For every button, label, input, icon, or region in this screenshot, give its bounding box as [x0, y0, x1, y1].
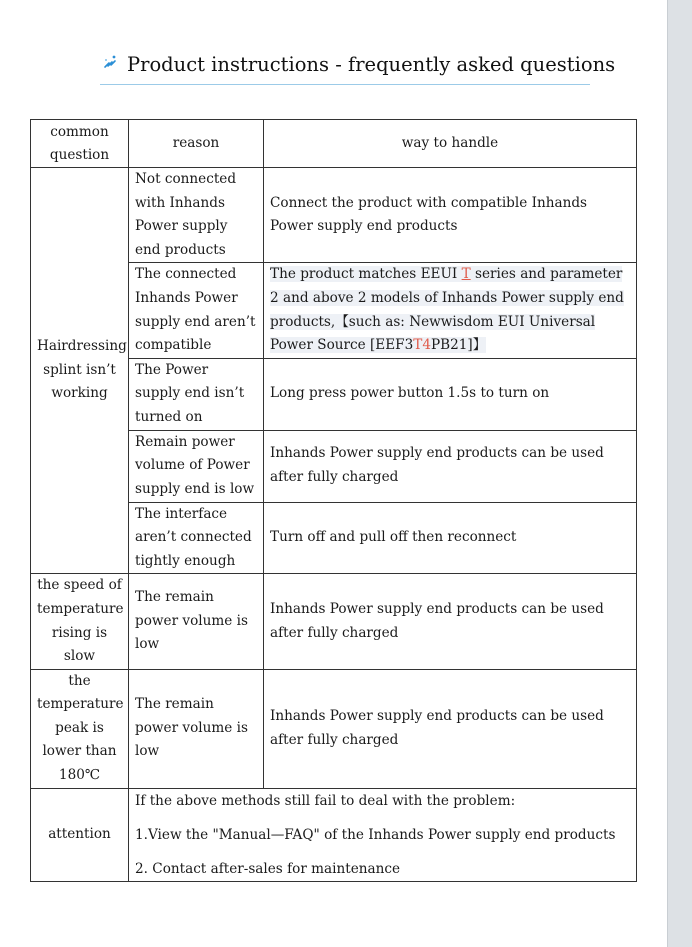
question-cell: the temperature peak is lower than 180℃: [31, 669, 129, 788]
attention-row: [31, 788, 637, 881]
handle-cell: [264, 263, 637, 358]
reason-cell: Not connected with Inhands Power supply end products: [129, 168, 264, 263]
reason-cell: The connected Inhands Power supply end aren’t compatible: [129, 263, 264, 358]
attention-line-3: 2. Contact after-sales for maintenance: [135, 860, 401, 877]
faq-table: [30, 119, 637, 882]
scrollbar-track[interactable]: [667, 0, 692, 947]
attention-cell: [129, 788, 637, 881]
highlight-text: T4: [413, 337, 431, 354]
reason-cell: The remain power volume is low: [129, 574, 264, 669]
handle-cell: Connect the product with compatible Inhands Power supply end products: [264, 168, 637, 263]
attention-line-2: 1.View the "Manual—FAQ" of the Inhands Power supply end products: [135, 826, 616, 843]
attention-label: attention: [31, 788, 129, 881]
column-header-handle: way to handle: [264, 120, 637, 168]
question-cell: the speed of temperature rising is slow: [31, 574, 129, 669]
handle-text: PB21]】: [430, 337, 487, 354]
page-title: Product instructions - frequently asked questions: [127, 53, 616, 76]
handle-cell: Inhands Power supply end products can be used after fully charged: [264, 574, 637, 669]
reason-cell: The remain power volume is low: [129, 669, 264, 788]
attention-line-1: If the above methods still fail to deal with the problem:: [135, 792, 516, 809]
reason-cell: Remain power volume of Power supply end is low: [129, 430, 264, 502]
handle-cell: Turn off and pull off then reconnect: [264, 502, 637, 574]
page-title-block: [100, 50, 616, 85]
table-row: [31, 669, 637, 788]
question-cell: Hairdressing splint isn’t working: [31, 168, 129, 574]
handle-cell: Long press power button 1.5s to turn on: [264, 358, 637, 430]
table-row: [31, 574, 637, 669]
table-header-row: [31, 120, 637, 168]
highlight-text: T: [461, 266, 471, 283]
column-header-reason: reason: [129, 120, 264, 168]
column-header-question: common question: [31, 120, 129, 168]
handle-text: series and parameter 2 and above 2 models of Inhands Power supply end products,【such as: Newwisdom EUI Universal Power Source [EEF3: [270, 266, 624, 354]
handle-cell: Inhands Power supply end products can be used after fully charged: [264, 430, 637, 502]
handle-text: The product matches EEUI: [270, 266, 462, 283]
reason-cell: The Power supply end isn’t turned on: [129, 358, 264, 430]
handle-cell: Inhands Power supply end products can be used after fully charged: [264, 669, 637, 788]
sparkle-icon: [102, 54, 118, 70]
table-row: [31, 168, 637, 263]
reason-cell: The interface aren’t connected tightly enough: [129, 502, 264, 574]
